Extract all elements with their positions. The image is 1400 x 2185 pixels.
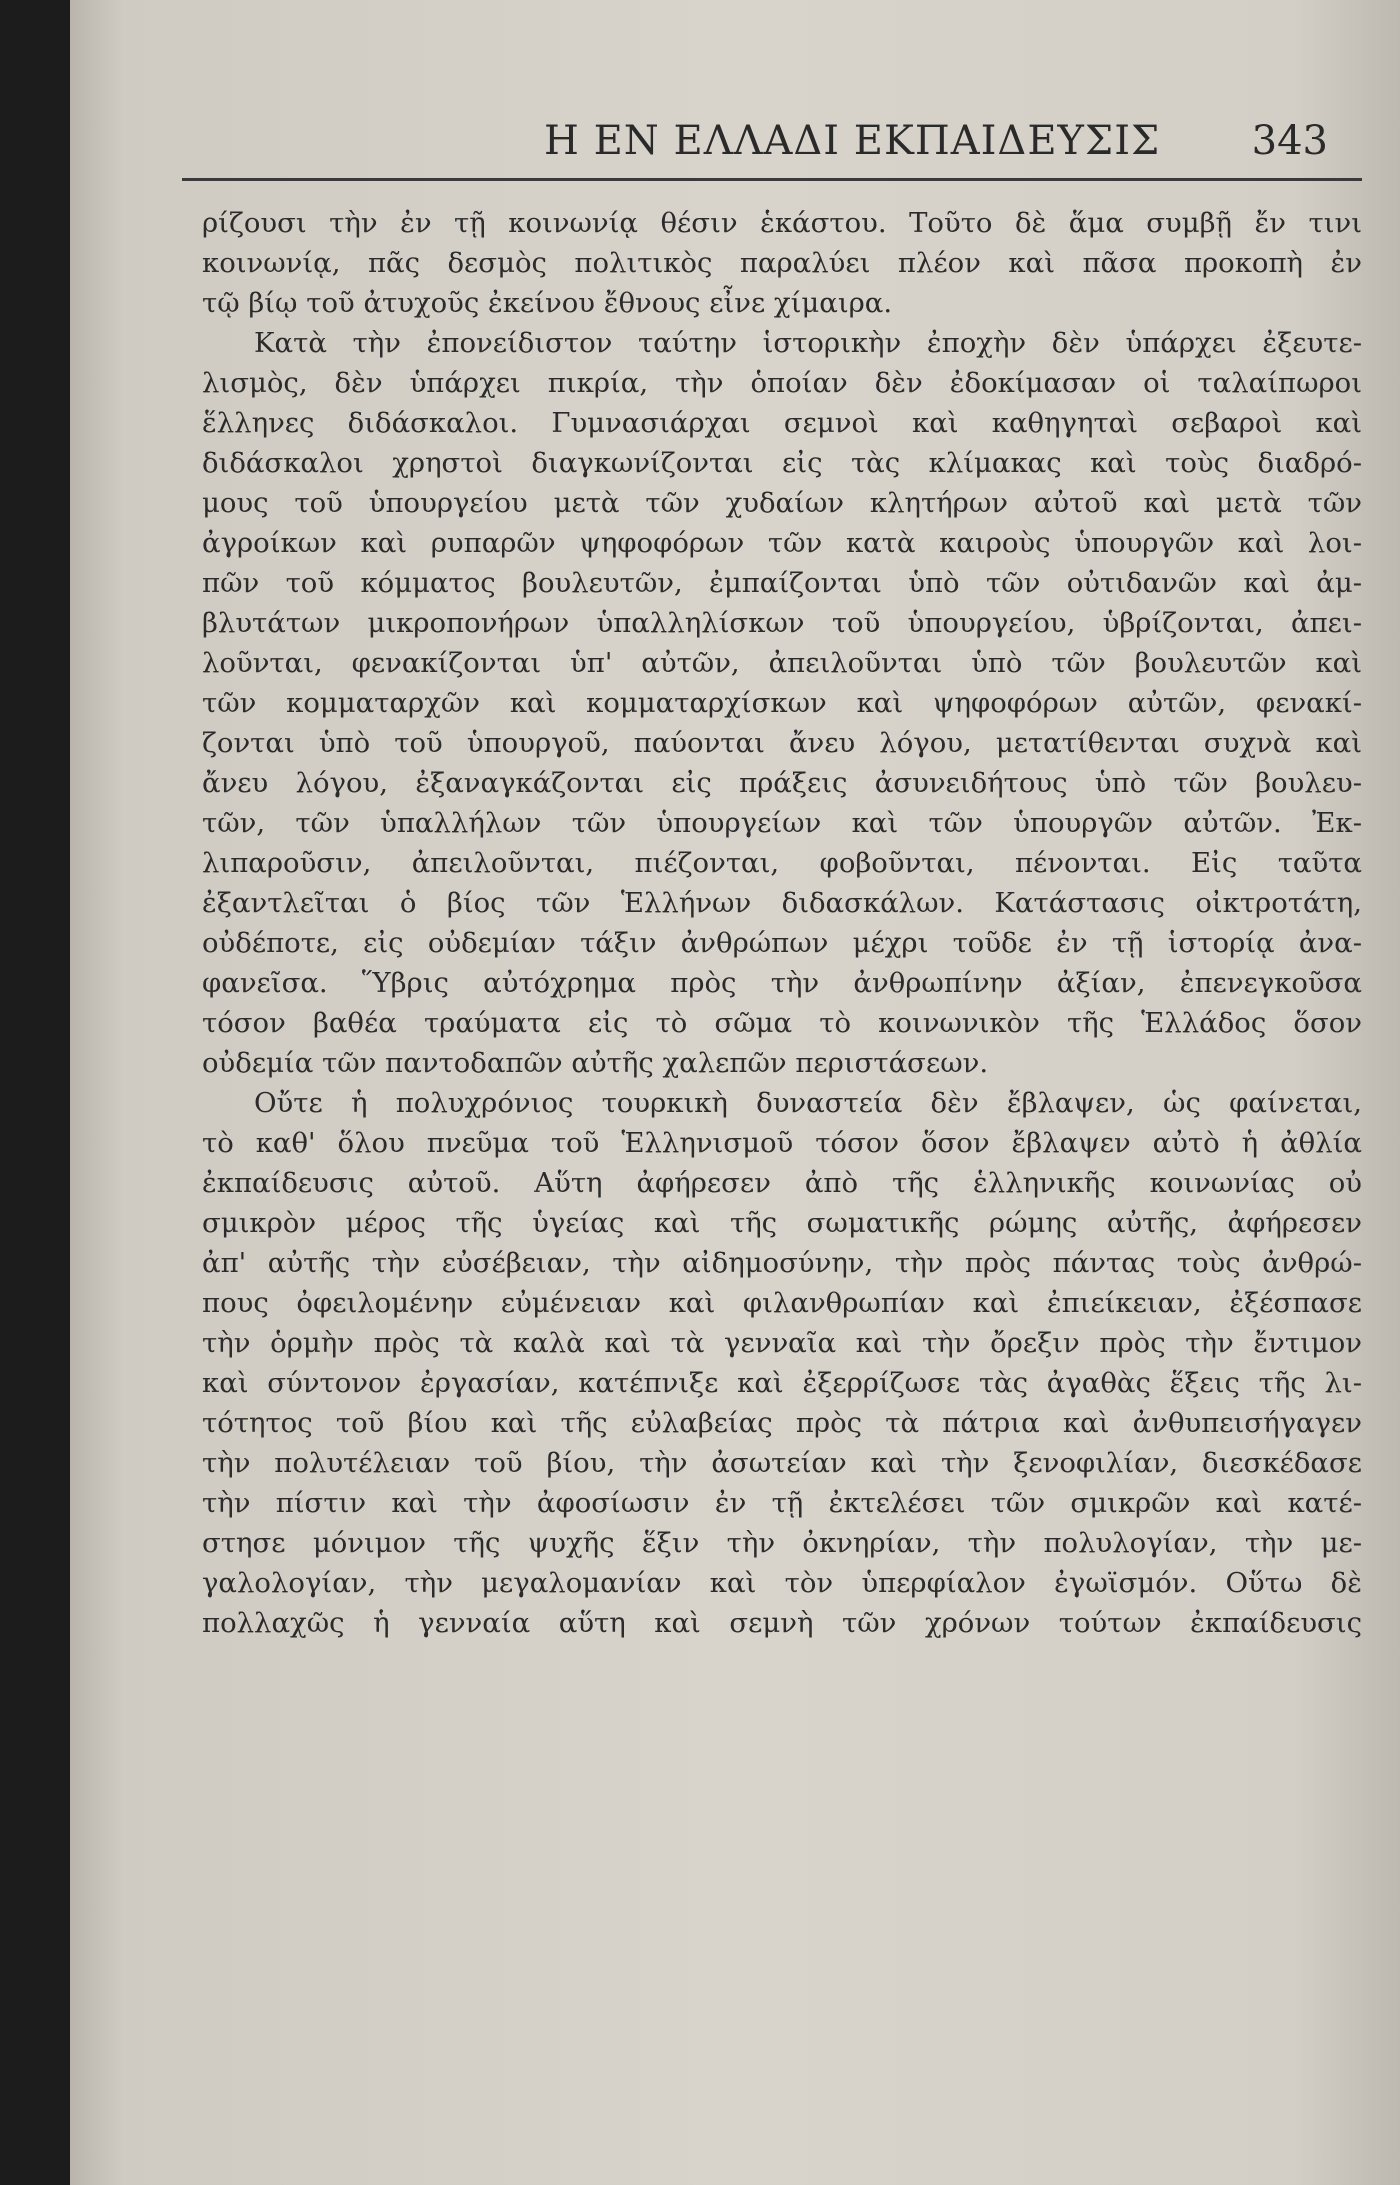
text-line: στησε μόνιμον τῆς ψυχῆς ἕξιν τὴν ὀκνηρίαν, τὴν πολυλογίαν, τὴν με- xyxy=(202,1527,1362,1559)
text-line: καὶ σύντονον ἐργασίαν, κατέπνιξε καὶ ἐξερρίζωσε τὰς ἀγαθὰς ἕξεις τῆς λι- xyxy=(202,1367,1362,1399)
running-title: Η ΕΝ ΕΛΛΑΔΙ ΕΚΠΑΙΔΕΥΣΙΣ xyxy=(544,118,1161,164)
text-line: σμικρὸν μέρος τῆς ὑγείας καὶ τῆς σωματικῆς ρώμης αὐτῆς, ἀφήρεσεν xyxy=(202,1207,1362,1239)
page-number: 343 xyxy=(1251,118,1328,164)
text-line: τὸ καθ' ὅλου πνεῦμα τοῦ Ἑλληνισμοῦ τόσον ὅσον ἔβλαψεν αὐτὸ ἡ ἀθλία xyxy=(202,1127,1362,1159)
text-line: λισμὸς, δὲν ὑπάρχει πικρία, τὴν ὁποίαν δὲν ἐδοκίμασαν οἱ ταλαίπωροι xyxy=(202,367,1362,399)
text-line: τὴν ὁρμὴν πρὸς τὰ καλὰ καὶ τὰ γενναῖα καὶ τὴν ὄρεξιν πρὸς τὴν ἔντιμον xyxy=(202,1327,1362,1359)
text-line: Κατὰ τὴν ἐπονείδιστον ταύτην ἱστορικὴν ἐποχὴν δὲν ὑπάρχει ἐξευτε- xyxy=(254,327,1362,359)
text-line: λιπαροῦσιν, ἀπειλοῦνται, πιέζονται, φοβοῦνται, πένονται. Εἰς ταῦτα xyxy=(202,847,1362,879)
text-line: τότητος τοῦ βίου καὶ τῆς εὐλαβείας πρὸς τὰ πάτρια καὶ ἀνθυπεισήγαγεν xyxy=(202,1407,1362,1439)
text-line: οὐδέποτε, εἰς οὐδεμίαν τάξιν ἀνθρώπων μέχρι τοῦδε ἐν τῇ ἱστορίᾳ ἀνα- xyxy=(202,927,1362,959)
text-line: οὐδεμία τῶν παντοδαπῶν αὐτῆς χαλεπῶν περιστάσεων. xyxy=(202,1047,989,1079)
text-line: ἕλληνες διδάσκαλοι. Γυμνασιάρχαι σεμνοὶ καὶ καθηγηταὶ σεβαροὶ καὶ xyxy=(202,407,1362,439)
text-line: πῶν τοῦ κόμματος βουλευτῶν, ἐμπαίζονται ὑπὸ τῶν οὐτιδανῶν καὶ ἀμ- xyxy=(202,567,1362,599)
text-line: τῶν κομματαρχῶν καὶ κομματαρχίσκων καὶ ψηφοφόρων αὐτῶν, φενακί- xyxy=(202,687,1362,719)
text-line: μους τοῦ ὑπουργείου μετὰ τῶν χυδαίων κλητήρων αὐτοῦ καὶ μετὰ τῶν xyxy=(202,487,1362,519)
header-rule xyxy=(182,178,1362,181)
text-line: φανεῖσα. Ὕβρις αὐτόχρημα πρὸς τὴν ἀνθρωπίνην ἀξίαν, ἐπενεγκοῦσα xyxy=(202,967,1362,999)
body-text xyxy=(202,203,1362,1643)
text-line: τόσον βαθέα τραύματα εἰς τὸ σῶμα τὸ κοινωνικὸν τῆς Ἑλλάδος ὅσον xyxy=(202,1007,1362,1039)
book-page xyxy=(70,0,1400,2185)
text-line: ζονται ὑπὸ τοῦ ὑπουργοῦ, παύονται ἄνευ λόγου, μετατίθενται συχνὰ καὶ xyxy=(202,727,1362,759)
text-line: ἐκπαίδευσις αὐτοῦ. Αὕτη ἀφήρεσεν ἀπὸ τῆς ἑλληνικῆς κοινωνίας οὐ xyxy=(202,1167,1362,1199)
text-line: τῶν, τῶν ὑπαλλήλων τῶν ὑπουργείων καὶ τῶν ὑπουργῶν αὐτῶν. Ἐκ- xyxy=(202,807,1362,839)
text-line: ἄνευ λόγου, ἐξαναγκάζονται εἰς πράξεις ἀσυνειδήτους ὑπὸ τῶν βουλευ- xyxy=(202,767,1362,799)
page-header xyxy=(182,118,1362,178)
text-line: κοινωνίᾳ, πᾶς δεσμὸς πολιτικὸς παραλύει πλέον καὶ πᾶσα προκοπὴ ἐν xyxy=(202,247,1362,279)
text-line: βλυτάτων μικροπονήρων ὑπαλληλίσκων τοῦ ὑπουργείου, ὑβρίζονται, ἀπει- xyxy=(202,607,1362,639)
text-line: τὴν πίστιν καὶ τὴν ἀφοσίωσιν ἐν τῇ ἐκτελέσει τῶν σμικρῶν καὶ κατέ- xyxy=(202,1487,1362,1519)
text-line: πολλαχῶς ἡ γενναία αὕτη καὶ σεμνὴ τῶν χρόνων τούτων ἐκπαίδευσις xyxy=(202,1607,1362,1639)
text-line: διδάσκαλοι χρηστοὶ διαγκωνίζονται εἰς τὰς κλίμακας καὶ τοὺς διαδρό- xyxy=(202,447,1362,479)
text-line: τὴν πολυτέλειαν τοῦ βίου, τὴν ἀσωτείαν καὶ τὴν ξενοφιλίαν, διεσκέδασε xyxy=(202,1447,1362,1479)
text-line: ἀπ' αὐτῆς τὴν εὐσέβειαν, τὴν αἰδημοσύνην, τὴν πρὸς πάντας τοὺς ἀνθρώ- xyxy=(202,1247,1362,1279)
text-line: ἀγροίκων καὶ ρυπαρῶν ψηφοφόρων τῶν κατὰ καιροὺς ὑπουργῶν καὶ λοι- xyxy=(202,527,1362,559)
text-line: λοῦνται, φενακίζονται ὑπ' αὐτῶν, ἀπειλοῦνται ὑπὸ τῶν βουλευτῶν καὶ xyxy=(202,647,1362,679)
text-line: ἐξαντλεῖται ὁ βίος τῶν Ἑλλήνων διδασκάλων. Κατάστασις οἰκτροτάτη, xyxy=(202,887,1362,919)
text-line: γαλολογίαν, τὴν μεγαλομανίαν καὶ τὸν ὑπερφίαλον ἐγωϊσμόν. Οὕτω δὲ xyxy=(202,1567,1362,1599)
text-line: Οὔτε ἡ πολυχρόνιος τουρκικὴ δυναστεία δὲν ἔβλαψεν, ὡς φαίνεται, xyxy=(254,1087,1362,1119)
text-line: πους ὀφειλομένην εὐμένειαν καὶ φιλανθρωπίαν καὶ ἐπιείκειαν, ἐξέσπασε xyxy=(202,1287,1362,1319)
text-line: τῷ βίῳ τοῦ ἀτυχοῦς ἐκείνου ἔθνους εἶνε χίμαιρα. xyxy=(202,287,893,319)
text-line: ρίζουσι τὴν ἐν τῇ κοινωνίᾳ θέσιν ἑκάστου. Τοῦτο δὲ ἅμα συμβῇ ἔν τινι xyxy=(202,207,1362,239)
